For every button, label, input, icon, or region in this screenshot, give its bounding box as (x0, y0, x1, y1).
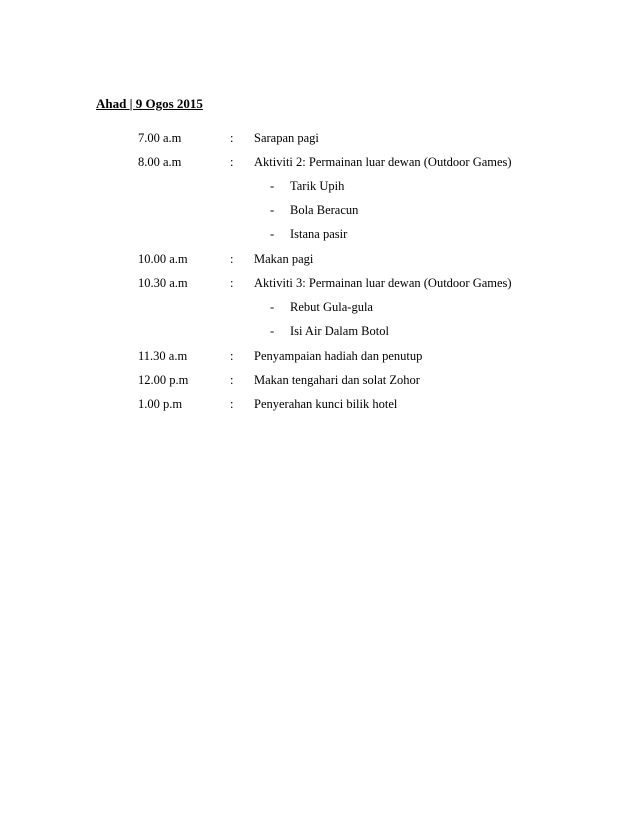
sub-item-row (0, 179, 638, 197)
schedule-row (0, 252, 638, 270)
schedule-activity: Makan tengahari dan solat Zohor (254, 373, 420, 387)
sub-item-row (0, 203, 638, 221)
bullet-dash: - (270, 227, 275, 241)
schedule-time: 7.00 a.m (138, 131, 182, 145)
schedule-time: 8.00 a.m (138, 155, 182, 169)
separator-colon: : (230, 155, 234, 169)
separator-colon: : (230, 373, 234, 387)
bullet-dash: - (270, 179, 275, 193)
schedule-activity: Sarapan pagi (254, 131, 319, 145)
separator-colon: : (230, 276, 234, 290)
schedule-time: 12.00 p.m (138, 373, 189, 387)
sub-item: Isi Air Dalam Botol (290, 324, 389, 338)
sub-item-row (0, 324, 638, 342)
bullet-dash: - (270, 300, 275, 314)
schedule-time: 1.00 p.m (138, 397, 183, 411)
sub-item: Bola Beracun (290, 203, 359, 217)
schedule-row (0, 131, 638, 149)
page-heading: Ahad | 9 Ogos 2015 (96, 96, 203, 111)
schedule-row (0, 397, 638, 415)
separator-colon: : (230, 349, 234, 363)
schedule-activity: Penyampaian hadiah dan penutup (254, 349, 423, 363)
schedule-activity: Aktiviti 3: Permainan luar dewan (Outdoor Games) (254, 276, 512, 290)
schedule-row (0, 373, 638, 391)
sub-item: Istana pasir (290, 227, 348, 241)
schedule-time: 10.00 a.m (138, 252, 188, 266)
schedule-time: 11.30 a.m (138, 349, 188, 363)
sub-item-row (0, 300, 638, 318)
bullet-dash: - (270, 324, 275, 338)
schedule-time: 10.30 a.m (138, 276, 188, 290)
schedule-activity: Penyerahan kunci bilik hotel (254, 397, 398, 411)
sub-item: Rebut Gula-gula (290, 300, 373, 314)
schedule-activity: Makan pagi (254, 252, 314, 266)
separator-colon: : (230, 252, 234, 266)
sub-item-row (0, 227, 638, 245)
schedule-row (0, 155, 638, 173)
schedule-activity: Aktiviti 2: Permainan luar dewan (Outdoor Games) (254, 155, 512, 169)
separator-colon: : (230, 397, 234, 411)
separator-colon: : (230, 131, 234, 145)
bullet-dash: - (270, 203, 275, 217)
schedule-row (0, 349, 638, 367)
schedule-row (0, 276, 638, 294)
sub-item: Tarik Upih (290, 179, 345, 193)
